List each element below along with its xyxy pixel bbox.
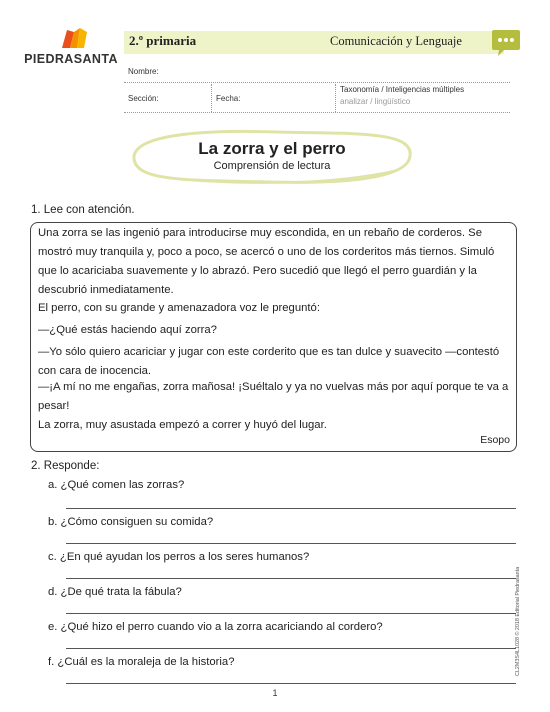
question-f: f. ¿Cuál es la moraleja de la historia? <box>48 656 235 668</box>
reading-paragraph: La zorra, muy asustada empezó a correr y huyó del lugar. <box>38 419 327 431</box>
reading-paragraph: —¿Qué estás haciendo aquí zorra? <box>38 324 217 336</box>
answer-line-b[interactable] <box>66 543 516 544</box>
taxonomy-value: analizar / lingüístico <box>340 97 411 106</box>
question-c: c. ¿En qué ayudan los perros a los seres humanos? <box>48 551 310 563</box>
piedrasanta-logo-icon <box>60 26 90 50</box>
date-label: Fecha: <box>216 94 241 103</box>
question-d: d. ¿De qué trata la fábula? <box>48 586 182 598</box>
divider <box>335 84 336 112</box>
name-line[interactable] <box>124 82 510 83</box>
vertical-copyright-code <box>509 556 523 676</box>
section1-heading: 1. Lee con atención. <box>31 204 135 216</box>
taxonomy-label: Taxonomía / Inteligencias múltiples <box>340 85 465 94</box>
reading-paragraph: —¡A mí no me engañas, zorra mañosa! ¡Suéltalo y ya no vuelvas más por aquí porque te va a pesar! <box>38 381 509 412</box>
answer-line-f[interactable] <box>66 683 516 684</box>
question-b: b. ¿Cómo consiguen su comida? <box>48 516 214 528</box>
speech-bubble-icon <box>490 28 522 58</box>
answer-line-a[interactable] <box>66 508 516 509</box>
divider <box>211 84 212 112</box>
reading-title: La zorra y el perro <box>198 139 346 158</box>
answer-line-d[interactable] <box>66 613 516 614</box>
answer-line-e[interactable] <box>66 648 516 649</box>
section-label: Sección: <box>128 94 159 103</box>
section2-heading: 2. Responde: <box>31 460 100 472</box>
header-bottom-line <box>124 112 510 113</box>
reading-paragraph: El perro, con su grande y amenazadora voz le preguntó: <box>38 302 320 314</box>
reading-paragraph: Una zorra se las ingenió para introducirse muy escondida, en un rebaño de corderos. Se mostró muy tranquila y, poco a poco, se acercó o uno de los corderitos más tiernos. Simuló que lo acariciaba suavemente y lo abrazó. Pero sucedió que llegó el perro guardián y la descubrió inmediatamente. <box>38 227 495 296</box>
grade-label: 2.º primaria <box>129 33 197 48</box>
reading-paragraph: —Yo sólo quiero acariciar y jugar con este corderito que es tan dulce y suavecito —contestó con cara de inocencia. <box>38 346 500 377</box>
name-label: Nombre: <box>128 67 159 76</box>
copyright-code-text: CL2M3S4L1028 © 2018 Editorial Piedrasanta <box>515 566 521 676</box>
author: Esopo <box>480 434 510 446</box>
subject-label: Comunicación y Lenguaje <box>330 34 462 48</box>
page-number: 1 <box>272 688 278 698</box>
question-a: a. ¿Qué comen las zorras? <box>48 479 185 491</box>
logo-text: PIEDRASANTA <box>24 52 118 66</box>
question-e: e. ¿Qué hizo el perro cuando vio a la zorra acariciando al cordero? <box>48 621 383 633</box>
reading-subtitle: Comprensión de lectura <box>213 160 331 172</box>
answer-line-c[interactable] <box>66 578 516 579</box>
